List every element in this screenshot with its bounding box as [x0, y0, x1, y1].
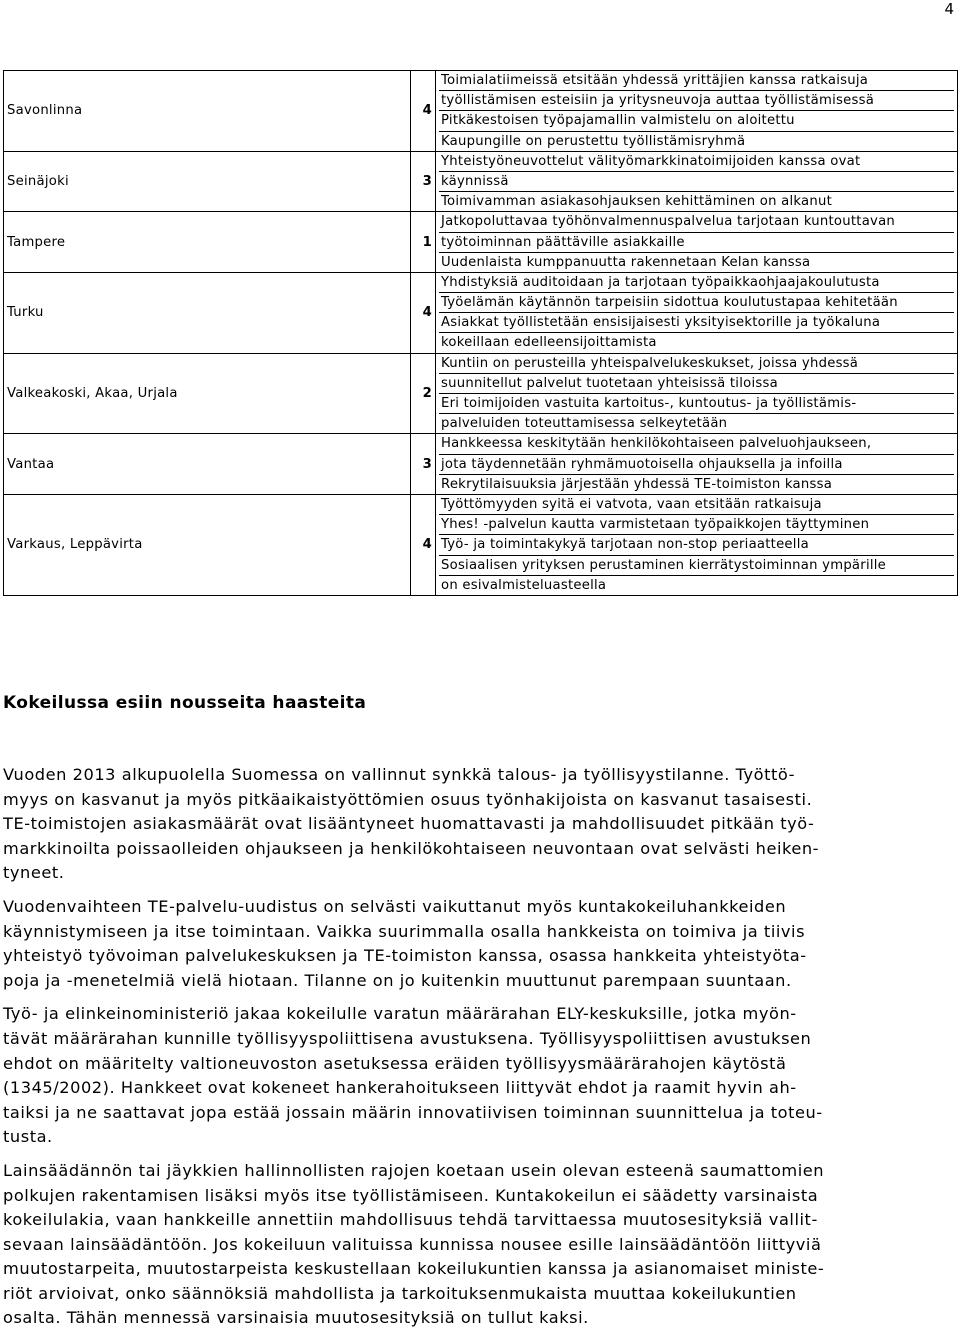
text-line: Vuoden 2013 alkupuolella Suomessa on vallinnut synkkä talous- ja työllisyystilanne. Työttö- [3, 765, 796, 784]
page-number: 4 [944, 0, 954, 18]
measure-line: Uudenlaista kumppanuutta rakennetaan Kelan kanssa [441, 254, 811, 270]
measure-count: 3 [411, 434, 436, 495]
text-line: polkujen rakentamisen lisäksi myös itse työllistämiseen. Kuntakokeilun ei säädetty varsinaista [3, 1185, 819, 1205]
text-line: yhteistyö työvoiman palvelukeskuksen ja TE-toimiston kanssa, osassa hankkeita yhteistyöta- [3, 946, 807, 966]
table-row [4, 353, 958, 434]
text-line: ehdot on määritelty valtioneuvoston asetuksessa eräiden työllisyysmäärärahojen käytöstä [3, 1053, 787, 1073]
measure-descriptions [436, 71, 958, 152]
text-line: tävät määrärahan kunnille työllisyyspoliittisena avustuksena. Työllisyyspoliittisen avustuksen [3, 1028, 812, 1048]
text-line: myys on kasvanut ja myös pitkäaikaistyöttömien osuus työnhakijoista on kasvanut tasaisesti. [3, 789, 813, 809]
municipality-name: Seinäjoki [4, 151, 411, 212]
text-line: muutostarpeita, muutostarpeista keskustellaan kokeilukuntien kanssa ja asianomaiset ministe- [3, 1259, 825, 1279]
table-row [4, 71, 958, 152]
measure-line: Asiakkat työllistetään ensisijaisesti yksityisektorille ja työkaluna [439, 313, 954, 333]
measure-count: 1 [411, 212, 436, 273]
measure-descriptions [436, 272, 958, 353]
measure-line: Jatkopoluttavaa työhönvalmennuspalvelua tarjotaan kuntouttavan [439, 212, 954, 232]
municipality-name: Valkeakoski, Akaa, Urjala [4, 353, 411, 434]
table-body [4, 71, 958, 596]
measure-line: Työttömyyden syitä ei vatvota, vaan etsitään ratkaisuja [439, 495, 954, 515]
measure-line: Rekrytilaisuuksia järjestään yhdessä TE-toimiston kanssa [441, 476, 833, 492]
measure-count: 4 [411, 272, 436, 353]
measure-line: Toimivamman asiakasohjauksen kehittäminen on alkanut [441, 194, 833, 210]
measure-line: Eri toimijoiden vastuita kartoitus-, kuntoutus- ja työllistämis- [439, 394, 954, 414]
text-line: markkinoilta poissaolleiden ohjaukseen ja henkilökohtaiseen neuvontaan ovat selvästi heiken- [3, 838, 820, 858]
municipality-measures-table [3, 70, 958, 596]
municipality-name: Turku [4, 272, 411, 353]
measure-line: suunnitellut palvelut tuotetaan yhteisissä tiloissa [439, 374, 954, 394]
text-line: Vuodenvaihteen TE-palvelu-uudistus on selvästi vaikuttanut myös kuntakokeiluhankkeiden [3, 896, 787, 916]
measure-line: työllistämisen esteisiin ja yritysneuvoja auttaa työllistämisessä [439, 91, 954, 111]
measure-count: 3 [411, 151, 436, 212]
municipality-name: Savonlinna [4, 71, 411, 152]
measure-line: Yhes! -palvelun kautta varmistetaan työpaikkojen täyttyminen [439, 515, 954, 535]
text-line: riöt arvioivat, onko säännöksiä mahdollista ja tarkoituksenmukaista muuttaa kokeilukuntien [3, 1283, 797, 1303]
measure-descriptions [436, 212, 958, 273]
measure-line: Kaupungille on perustettu työllistämisryhmä [441, 133, 746, 149]
table-row [4, 494, 958, 595]
section-heading: Kokeilussa esiin nousseita haasteita [3, 693, 367, 713]
measure-line: Työelämän käytännön tarpeisiin sidottua koulutustapaa kehitetään [439, 293, 954, 313]
measure-line: työtoiminnan päättäville asiakkaille [439, 233, 954, 253]
measure-line: Työ- ja toimintakykyä tarjotaan non-stop periaatteella [439, 535, 954, 555]
table-row [4, 434, 958, 495]
measure-line: Toimialatiimeissä etsitään yhdessä yrittäjien kanssa ratkaisuja [439, 71, 954, 91]
paragraph [3, 895, 943, 993]
measure-line: käynnissä [439, 172, 954, 192]
text-line: osalta. Tähän mennessä varsinaisia muutosesityksiä on tullut kaksi. [3, 1308, 589, 1328]
text-line: Työ- ja elinkeinoministeriö jakaa kokeilulle varatun määrärahan ELY-keskuksille, jotka myön- [3, 1004, 797, 1024]
measure-count: 4 [411, 494, 436, 595]
text-line: tusta. [3, 1127, 53, 1147]
measure-line: Pitkäkestoisen työpajamallin valmistelu on aloitettu [439, 111, 954, 131]
measure-line: kokeillaan edelleensijoittamista [441, 335, 657, 351]
municipality-name: Vantaa [4, 434, 411, 495]
municipality-name: Varkaus, Leppävirta [4, 494, 411, 595]
measure-descriptions [436, 434, 958, 495]
measure-line: palveluiden toteuttamisessa selkeytetään [441, 416, 728, 432]
text-line: sevaan lainsäädäntöön. Jos kokeiluun valituissa kunnissa nousee esille lainsäädäntöön liittyviä [3, 1234, 822, 1254]
measure-count: 4 [411, 71, 436, 152]
text-line: taiksi ja ne saattavat jopa estää jossain määrin innovatiivisen toiminnan suunnittelua ja toteu- [3, 1102, 823, 1122]
paragraph [3, 1002, 943, 1150]
measure-line: Kuntiin on perusteilla yhteispalvelukeskukset, joissa yhdessä [439, 354, 954, 374]
measure-descriptions [436, 494, 958, 595]
measure-line: Yhteistyöneuvottelut välityömarkkinatoimijoiden kanssa ovat [439, 152, 954, 172]
measure-line: Yhdistyksiä auditoidaan ja tarjotaan työpaikkaohjaajakoulutusta [439, 273, 954, 293]
measure-count: 2 [411, 353, 436, 434]
measure-line: Sosiaalisen yrityksen perustaminen kierrätystoiminnan ympärille [439, 556, 954, 576]
paragraph [3, 1159, 943, 1331]
text-line: käynnistymiseen ja itse toimintaan. Vaikka suurimmalla osalla hankkeista on toimiva ja tiivis [3, 921, 806, 941]
body-text [3, 763, 943, 1340]
measure-descriptions [436, 151, 958, 212]
text-line: TE-toimistojen asiakasmäärät ovat lisääntyneet huomattavasti ja mahdollisuudet pitkään työ- [3, 814, 815, 834]
municipality-name: Tampere [4, 212, 411, 273]
measure-descriptions [436, 353, 958, 434]
measure-line: Hankkeessa keskitytään henkilökohtaiseen palveluohjaukseen, [439, 434, 954, 454]
measure-line: jota täydennetään ryhmämuotoisella ohjauksella ja infoilla [439, 455, 954, 475]
table-row [4, 272, 958, 353]
text-line: kokeilulakia, vaan hankkeille annettiin mahdollisuus tehdä tarvittaessa muutosesityksiä vallit- [3, 1210, 818, 1230]
text-line: poja ja -menetelmiä vielä hiotaan. Tilanne on jo kuitenkin muuttunut parempaan suuntaan. [3, 970, 792, 990]
text-line: tyneet. [3, 863, 65, 883]
text-line: (1345/2002). Hankkeet ovat kokeneet hankerahoitukseen liittyvät ehdot ja raamit hyvin ah- [3, 1078, 797, 1098]
paragraph [3, 763, 943, 886]
table-row [4, 212, 958, 273]
text-line: Lainsäädännön tai jäykkien hallinnollisten rajojen koetaan usein olevan esteenä saumattomien [3, 1160, 825, 1180]
measure-line: on esivalmisteluasteella [441, 577, 607, 593]
table-row [4, 151, 958, 212]
